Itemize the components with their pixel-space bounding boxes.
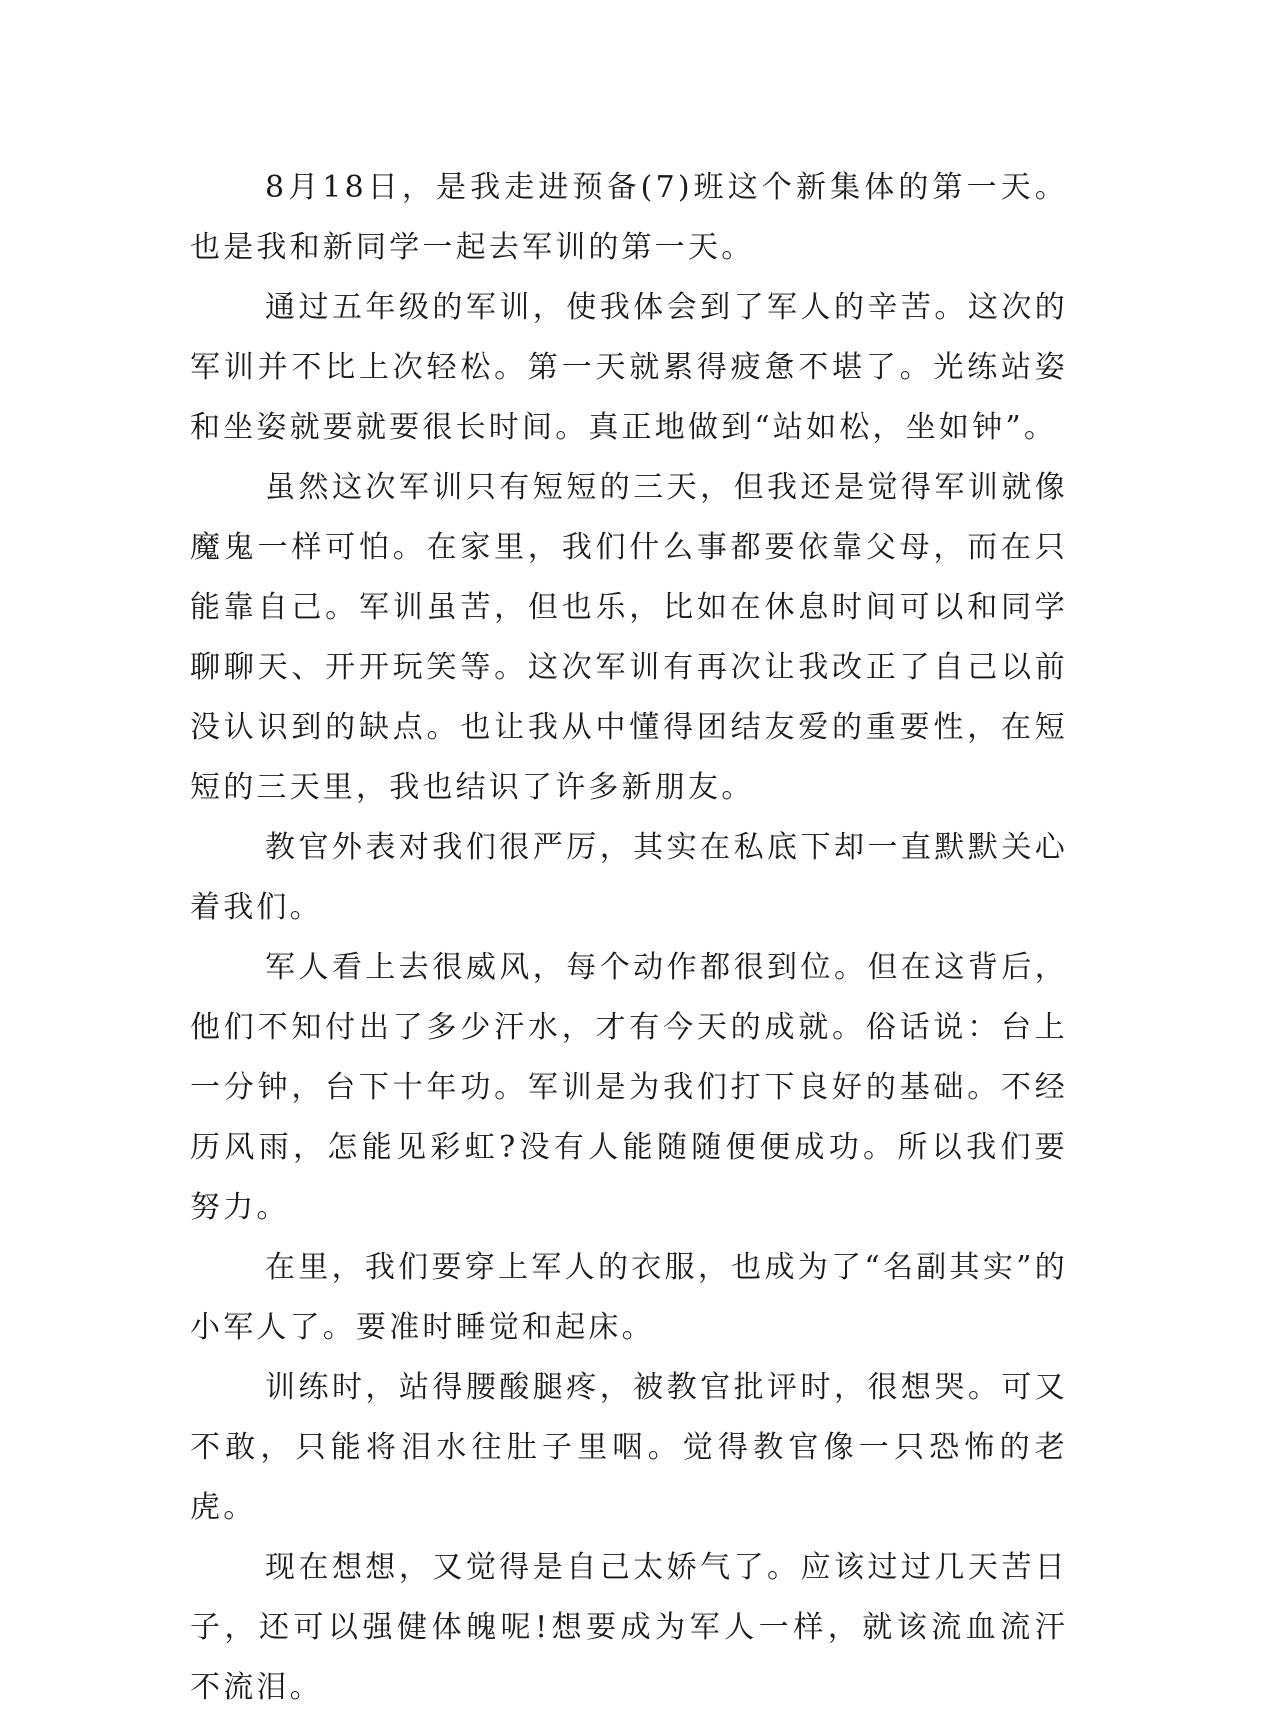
paragraph-5: 军人看上去很威风，每个动作都很到位。但在这背后，他们不知付出了多少汗水，才有今天的成就。俗话说：台上一分钟，台下十年功。军训是为我们打下良好的基础。不经历风雨，怎能见彩虹?没有人能随随便便成功。所以我们要努力。 — [190, 950, 1068, 1225]
paragraph-8: 现在想想，又觉得是自己太娇气了。应该过过几天苦日子，还可以强健体魄呢!想要成为军人一样，就该流血流汗不流泪。 — [190, 1550, 1068, 1705]
paragraph-2: 通过五年级的军训，使我体会到了军人的辛苦。这次的军训并不比上次轻松。第一天就累得疲惫不堪了。光练站姿和坐姿就要就要很长时间。真正地做到“站如松，坐如钟”。 — [190, 290, 1068, 445]
paragraph-4: 教官外表对我们很严厉，其实在私底下却一直默默关心着我们。 — [190, 830, 1068, 925]
paragraph-1: 8月18日，是我走进预备(7)班这个新集体的第一天。也是我和新同学一起去军训的第一天。 — [190, 170, 1068, 265]
paragraph-7: 训练时，站得腰酸腿疼，被教官批评时，很想哭。可又不敢，只能将泪水往肚子里咽。觉得教官像一只恐怖的老虎。 — [190, 1370, 1068, 1525]
paragraph-3: 虽然这次军训只有短短的三天，但我还是觉得军训就像魔鬼一样可怕。在家里，我们什么事都要依靠父母，而在只能靠自己。军训虽苦，但也乐，比如在休息时间可以和同学聊聊天、开开玩笑等。这次军训有再次让我改正了自己以前没认识到的缺点。也让我从中懂得团结友爱的重要性，在短短的三天里，我也结识了许多新朋友。 — [190, 470, 1068, 805]
essay-body — [190, 158, 1068, 1718]
paragraph-6: 在里，我们要穿上军人的衣服，也成为了“名副其实”的小军人了。要准时睡觉和起床。 — [190, 1250, 1068, 1345]
